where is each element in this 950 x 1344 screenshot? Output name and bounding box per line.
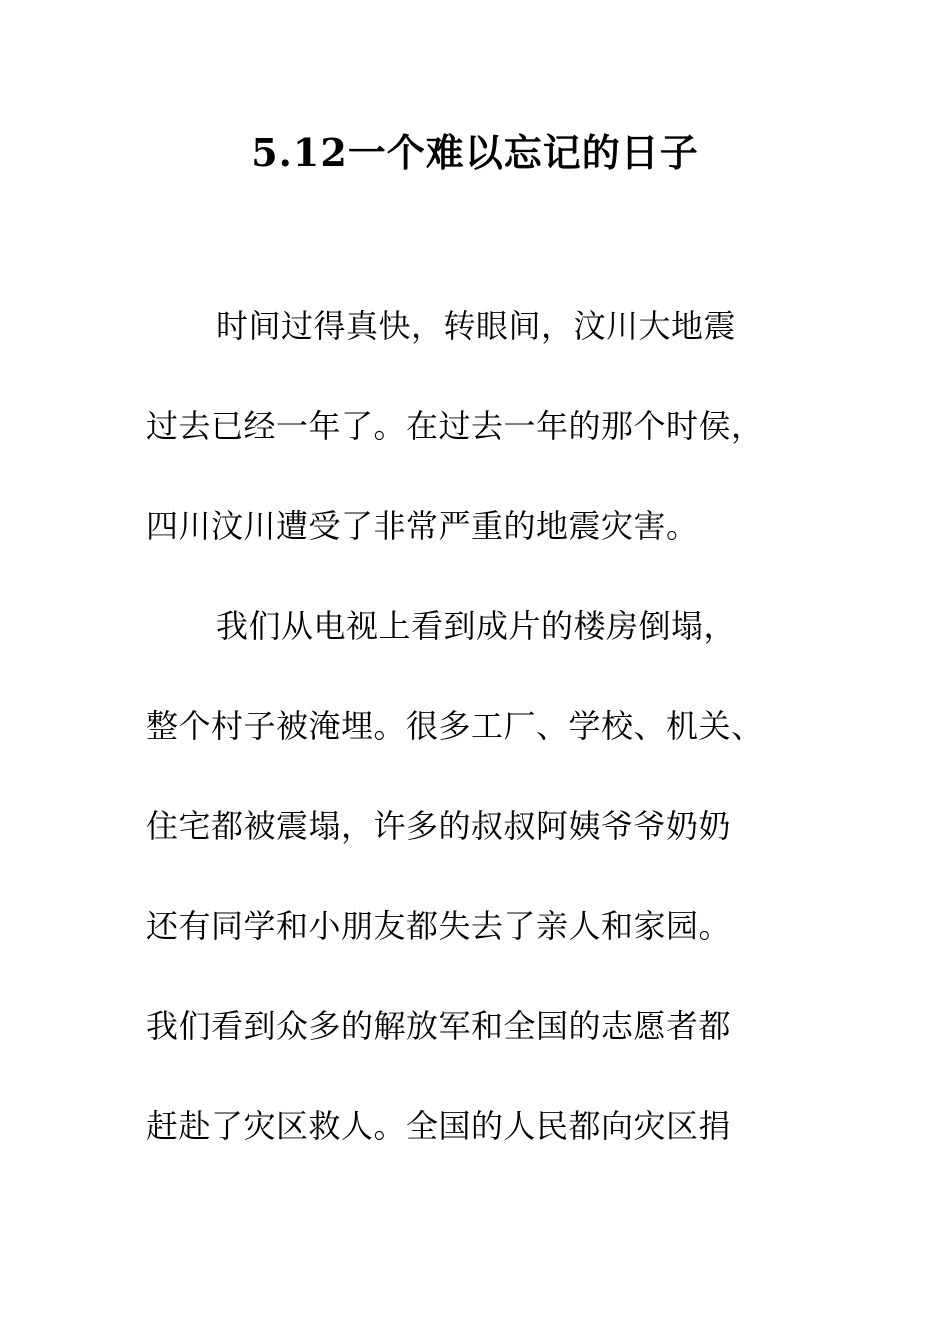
paragraph-line: 时间过得真快，转眼间，汶川大地震	[216, 307, 737, 345]
paragraph-line: 还有同学和小朋友都失去了亲人和家园。	[146, 907, 732, 945]
paragraph-line: 过去已经一年了。在过去一年的那个时侯，	[146, 407, 764, 445]
paragraph-line: 住宅都被震塌，许多的叔叔阿姨爷爷奶奶	[146, 807, 732, 845]
paragraph-line: 我们从电视上看到成片的楼房倒塌，	[216, 607, 737, 645]
paragraph-line: 整个村子被淹埋。很多工厂、学校、机关、	[146, 707, 764, 745]
paragraph-line: 我们看到众多的解放军和全国的志愿者都	[146, 1007, 732, 1045]
paragraph-line: 四川汶川遭受了非常严重的地震灾害。	[146, 507, 699, 545]
paragraph-line: 赶赴了灾区救人。全国的人民都向灾区捐	[146, 1107, 732, 1145]
document-title: 5.12一个难以忘记的日子	[251, 130, 699, 175]
